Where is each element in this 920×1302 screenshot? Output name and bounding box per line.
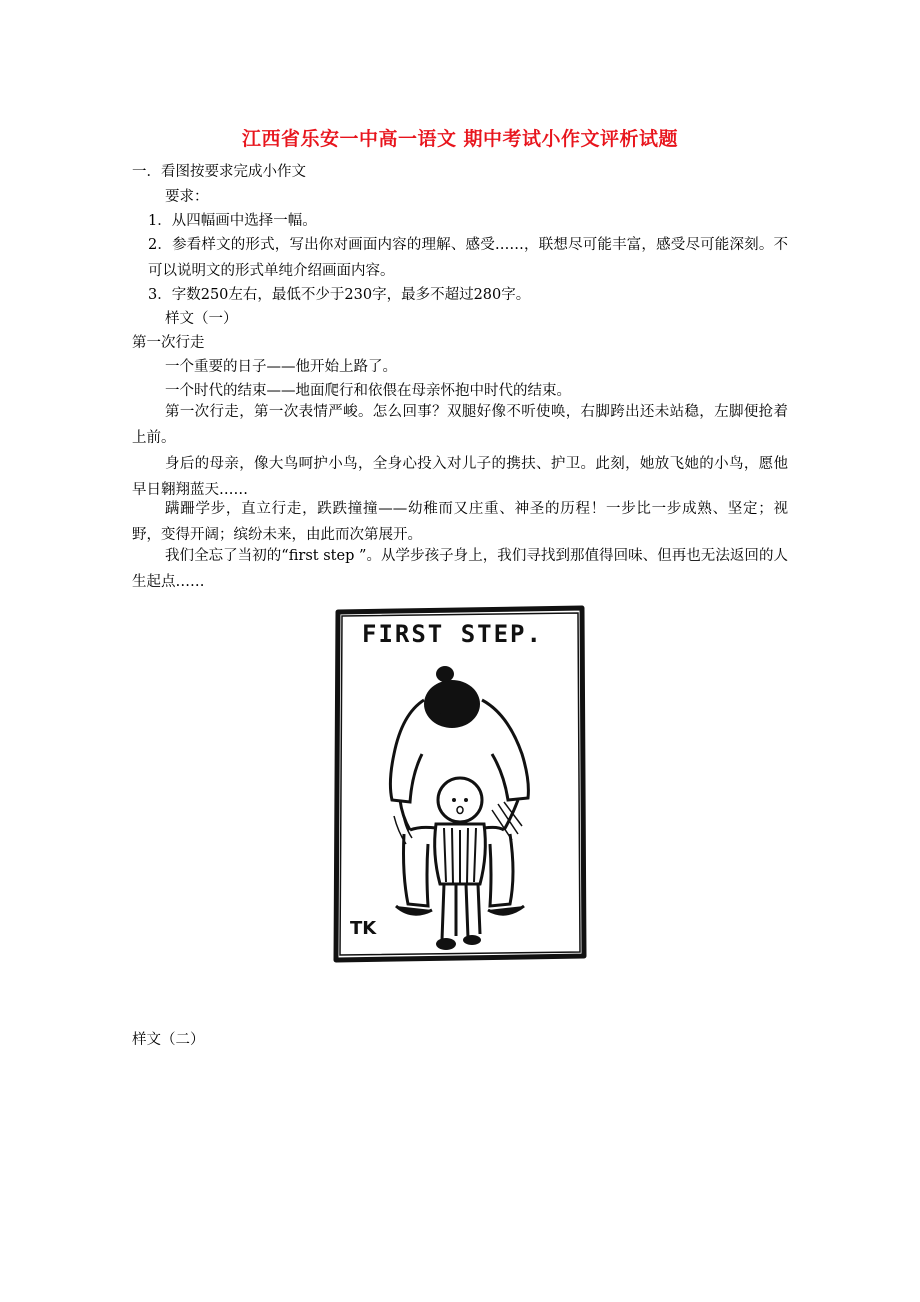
requirement-item: 3．字数250左右，最低不少于230字，最多不超过280字。	[148, 287, 531, 303]
requirement-text: 2．参看样文的形式，写出你对画面内容的理解、感受……，联想尽可能丰富，感受尽可能深刻。不可以说明文的形式单纯介绍画面内容。	[148, 237, 788, 279]
first-step-illustration	[332, 604, 588, 966]
requirements-label: 要求：	[165, 189, 209, 205]
requirement-item: 1．从四幅画中选择一幅。	[148, 213, 317, 229]
essay-paragraph: 我们全忘了当初的“first step ”。从学步孩子身上，我们寻找到那值得回味、但再也无法返回的人生起点……	[132, 548, 788, 590]
essay-title: 第一次行走	[132, 335, 205, 351]
section-heading: 一．看图按要求完成小作文	[132, 164, 306, 180]
essay-paragraph: 一个时代的结束——地面爬行和依偎在母亲怀抱中时代的结束。	[165, 383, 571, 399]
illustration-signature: TK	[350, 918, 377, 939]
sample-label: 样文（一）	[165, 311, 238, 327]
illustration-caption: FIRST STEP.	[362, 620, 543, 648]
essay-paragraph: 第一次行走，第一次表情严峻。怎么回事？双腿好像不听使唤，右脚跨出还未站稳，左脚便抢着上前。	[132, 404, 788, 446]
document-title: 江西省乐安一中高一语文 期中考试小作文评析试题	[241, 128, 679, 150]
essay-paragraph: 蹒跚学步，直立行走，跌跌撞撞——幼稚而又庄重、神圣的历程！一步比一步成熟、坚定；视野，变得开阔；缤纷未来，由此而次第展开。	[132, 501, 788, 543]
essay-paragraph: 一个重要的日子——他开始上路了。	[165, 359, 397, 375]
requirement-item	[148, 232, 788, 284]
essay-paragraph: 身后的母亲，像大鸟呵护小鸟，全身心投入对儿子的携扶、护卫。此刻，她放飞她的小鸟，愿他早日翱翔蓝天……	[132, 456, 788, 498]
illustration-drawing	[332, 604, 588, 966]
sample-label: 样文（二）	[132, 1032, 205, 1048]
